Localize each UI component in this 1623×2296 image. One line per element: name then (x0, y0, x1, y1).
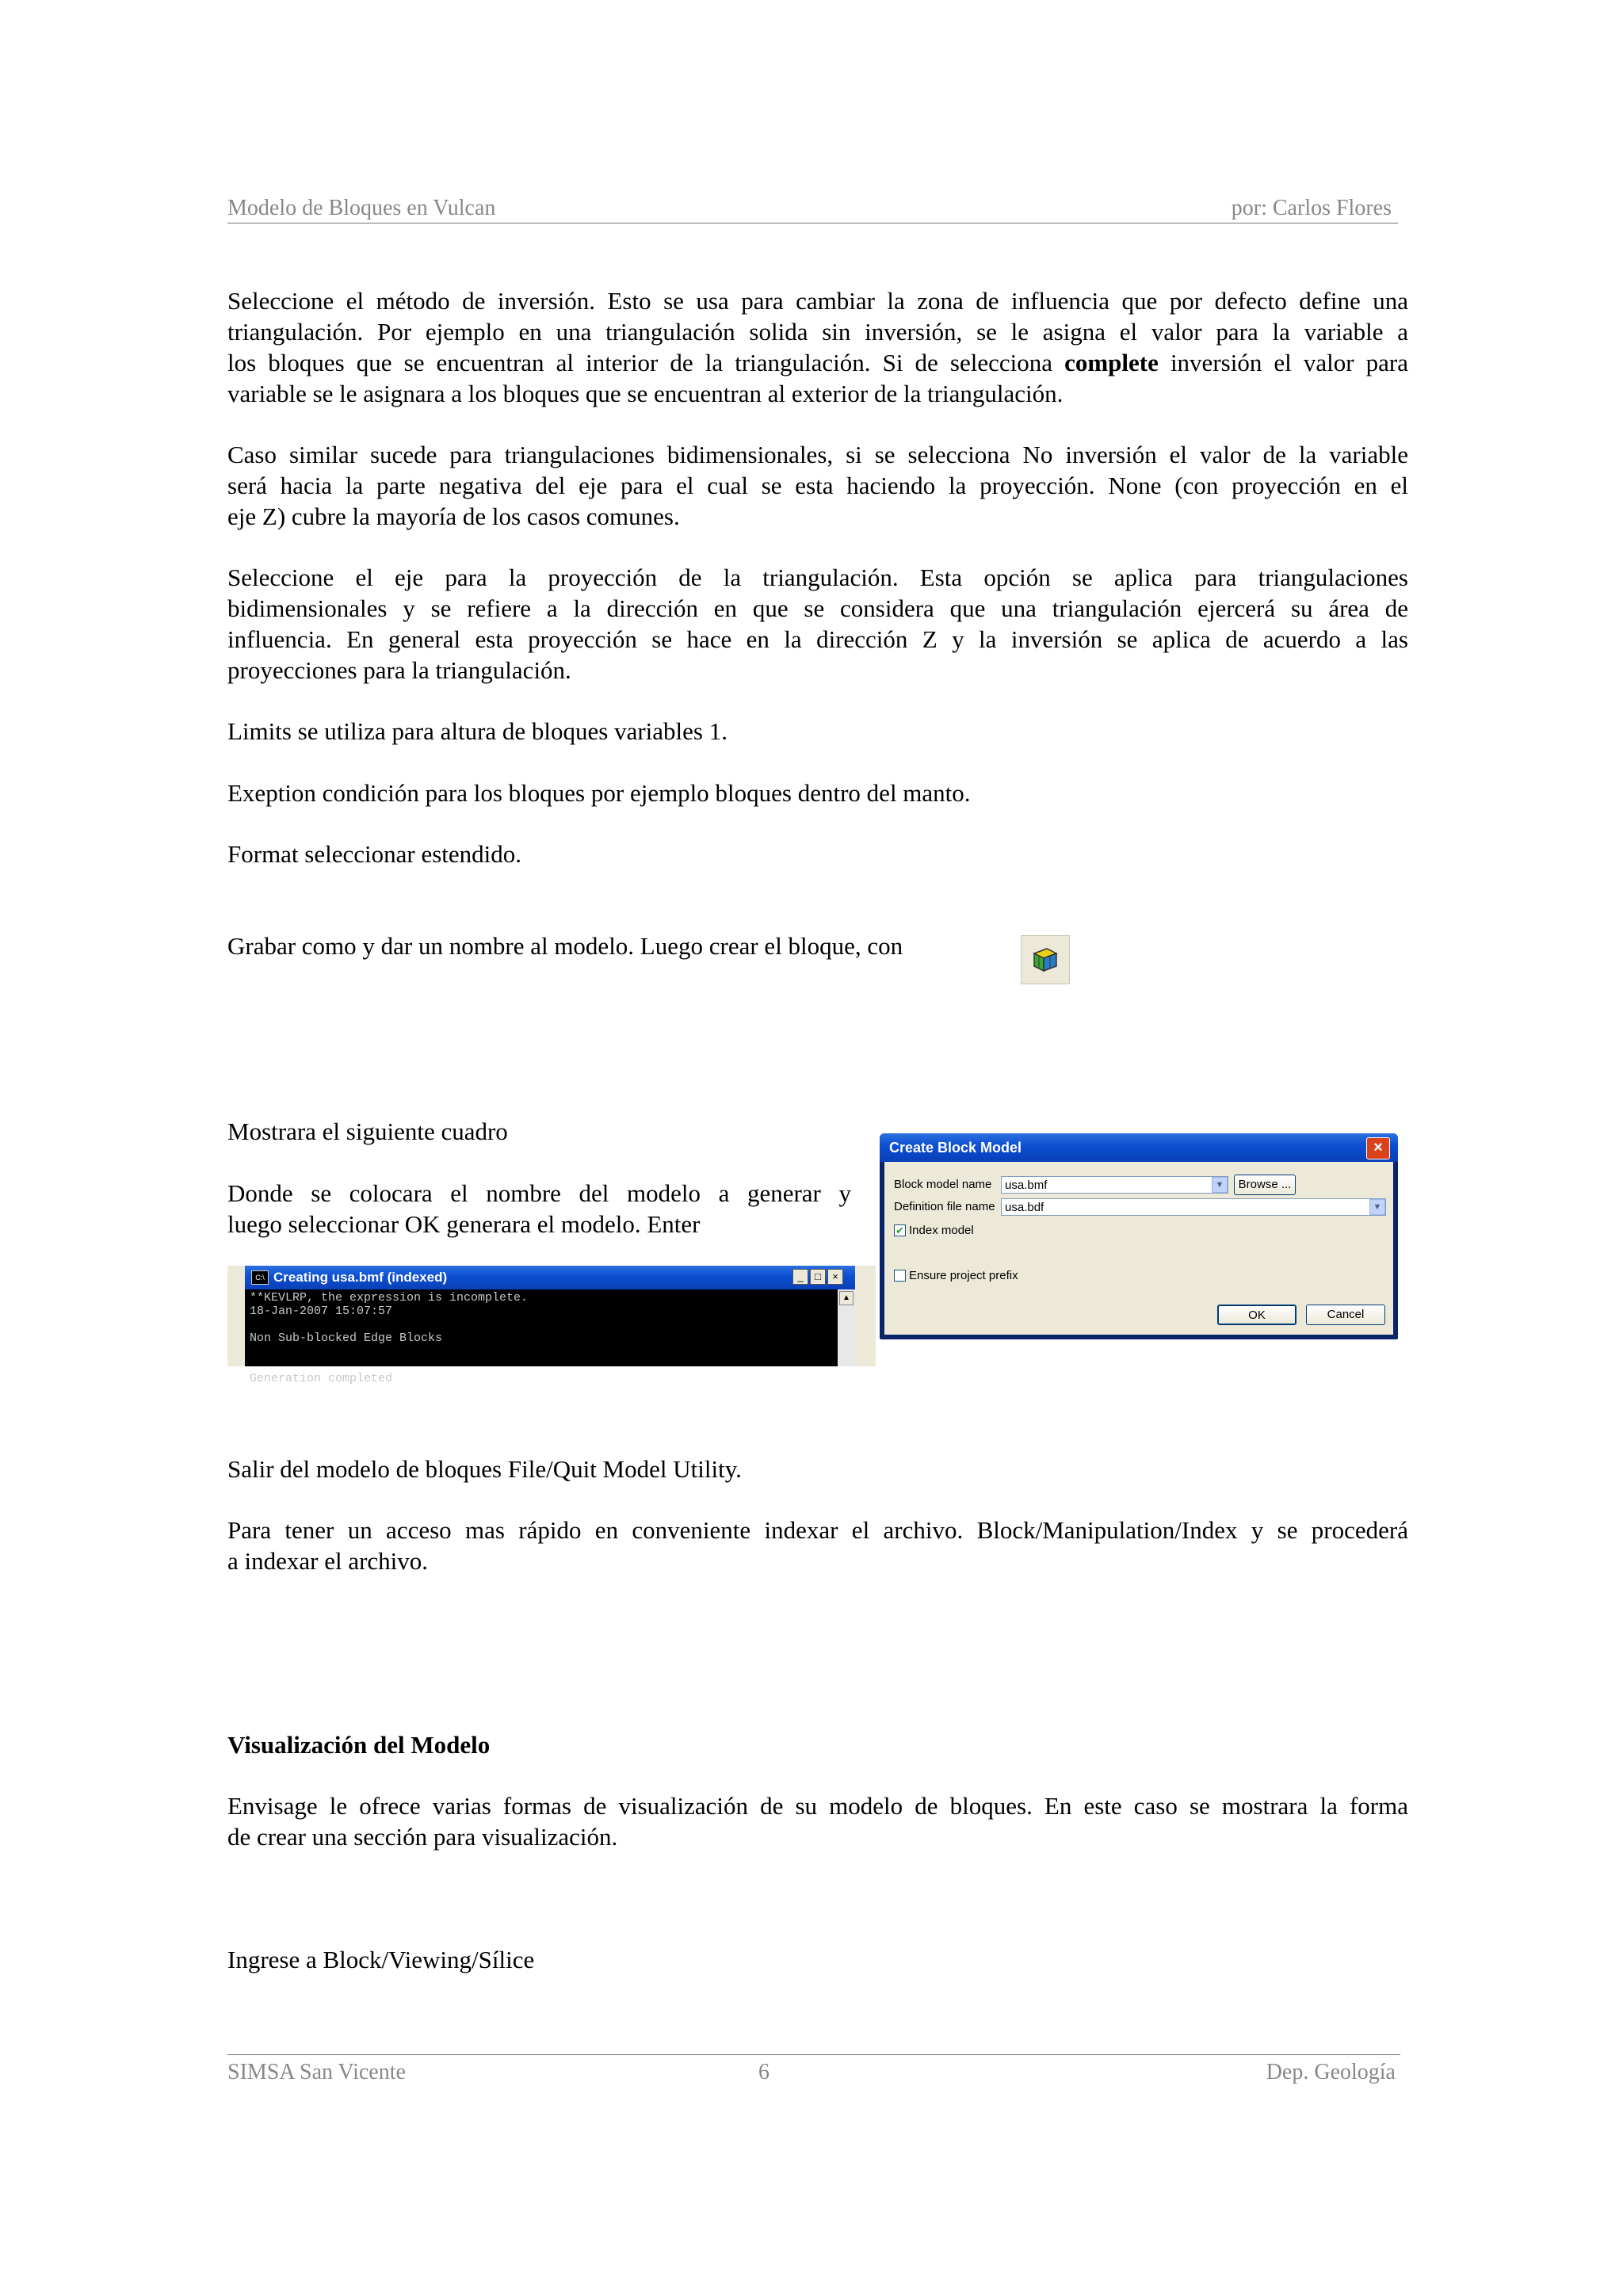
chevron-down-icon[interactable]: ▼ (1212, 1177, 1228, 1193)
paragraph-limits: Limits se utiliza para altura de bloques variables 1. (227, 717, 727, 745)
text-line: triangulación. Por ejemplo en una triangulación solida sin inversión, se le asigna el valor para la variable a (227, 318, 1408, 346)
text-run: los bloques que se encuentran al interior de la triangulación. Si de selecciona (227, 349, 1065, 376)
text-line: a indexar el archivo. (227, 1547, 429, 1575)
dialog-title: Create Block Model (889, 1140, 1022, 1156)
text-line: variable se le asignara a los bloques que se encuentran al exterior de la triangulación. (227, 380, 1064, 407)
section-heading: Visualización del Modelo (227, 1731, 491, 1759)
close-icon: × (832, 1270, 838, 1282)
close-icon: × (1373, 1139, 1383, 1156)
minimize-icon: _ (797, 1270, 804, 1282)
block-model-name-input[interactable] (1001, 1176, 1228, 1194)
paragraph-bidimensional (227, 439, 1408, 532)
cancel-button[interactable]: Cancel (1306, 1305, 1385, 1325)
definition-file-name-label: Definition file name (894, 1200, 995, 1213)
text-line: proyecciones para la triangulación. (227, 656, 571, 684)
text-line: Envisage le ofrece varias formas de visualización de su modelo de bloques. En este caso se mostrara la forma (227, 1792, 1408, 1820)
definition-file-name-value: usa.bdf (1005, 1201, 1044, 1214)
ensure-project-prefix-label: Ensure project prefix (909, 1269, 1018, 1282)
footer-right: Dep. Geología (1266, 2060, 1396, 2084)
index-model-label: Index model (909, 1224, 974, 1237)
text-run: inversión el valor para (1158, 349, 1408, 376)
text-line: Seleccione el método de inversión. Esto se usa para cambiar la zona de influencia que por defecto define una (227, 287, 1408, 315)
console-app-icon: C:\ (251, 1270, 269, 1285)
page-header (227, 194, 1398, 223)
text-line (227, 347, 1408, 378)
footer-left: SIMSA San Vicente (227, 2060, 406, 2084)
block-model-name-label: Block model name (894, 1178, 992, 1191)
dialog-close-button[interactable] (1366, 1137, 1390, 1159)
paragraph-save-as: Grabar como y dar un nombre al modelo. Luego crear el bloque, con (227, 932, 903, 960)
paragraph-show-dialog: Mostrara el siguiente cuadro (227, 1117, 508, 1145)
text-line: influencia. En general esta proyección se hace en la dirección Z y la inversión se aplica de acuerdo a las (227, 625, 1408, 653)
paragraph-index (227, 1515, 1408, 1576)
text-line: eje Z) cubre la mayoría de los casos comunes. (227, 502, 680, 530)
text-line: Seleccione el eje para la proyección de la triangulación. Esta opción se aplica para triangulaciones (227, 563, 1408, 591)
chevron-down-icon[interactable]: ▼ (1369, 1199, 1385, 1215)
create-block-tool-icon[interactable] (1021, 935, 1070, 984)
page-number: 6 (758, 2060, 769, 2084)
text-line: luego seleccionar OK generara el modelo. Enter (227, 1210, 701, 1238)
cube-icon (1026, 941, 1063, 977)
header-right: por: Carlos Flores (1231, 196, 1392, 220)
text-line: Donde se colocara el nombre del modelo a generar y (227, 1179, 851, 1207)
minimize-button[interactable] (792, 1269, 808, 1285)
paragraph-projection-axis (227, 562, 1408, 686)
browse-button[interactable]: Browse ... (1234, 1175, 1296, 1195)
bold-term: complete (1064, 349, 1159, 376)
text-line: Para tener un acceso mas rápido en conveniente indexar el archivo. Block/Manipulation/Index y se procederá (227, 1516, 1408, 1544)
create-block-model-dialog (875, 1127, 1401, 1345)
paragraph-visualization (227, 1790, 1408, 1852)
console-window (227, 1266, 876, 1385)
ok-button[interactable]: OK (1217, 1305, 1296, 1325)
block-model-name-value: usa.bmf (1005, 1179, 1048, 1192)
console-title: Creating usa.bmf (indexed) (273, 1270, 448, 1285)
paragraph-model-name (227, 1178, 851, 1240)
console-close-button[interactable] (827, 1269, 843, 1285)
dialog-client-area (884, 1162, 1393, 1335)
paragraph-format: Format seleccionar estendido. (227, 840, 522, 868)
text-line: Caso similar sucede para triangulaciones bidimensionales, si se selecciona No inversión el valor de la variable (227, 441, 1408, 468)
paragraph-quit-model: Salir del modelo de bloques File/Quit Model Utility. (227, 1455, 742, 1483)
header-left: Modelo de Bloques en Vulcan (227, 196, 496, 220)
ensure-project-prefix-checkbox[interactable] (894, 1270, 906, 1282)
definition-file-name-input[interactable] (1001, 1198, 1386, 1216)
maximize-button[interactable] (810, 1269, 826, 1285)
text-line: será hacia la parte negativa del eje para el cual se esta haciendo la proyección. None (con proyección en el (227, 472, 1408, 499)
scroll-up-icon[interactable]: ▲ (839, 1291, 854, 1305)
maximize-icon: □ (815, 1270, 821, 1282)
paragraph-enter-block-viewing: Ingrese a Block/Viewing/Sílice (227, 1946, 535, 1973)
console-scrollbar[interactable] (838, 1289, 855, 1366)
index-model-checkbox[interactable] (894, 1224, 906, 1236)
text-line: de crear una sección para visualización. (227, 1823, 618, 1851)
checkmark-icon: ✔ (896, 1224, 904, 1236)
paragraph-exception: Exeption condición para los bloques por ejemplo bloques dentro del manto. (227, 779, 971, 807)
text-line: bidimensionales y se refiere a la dirección en que se considera que una triangulación ejercerá su área de (227, 594, 1408, 622)
page-footer (227, 2054, 1400, 2087)
console-output: **KEVLRP, the expression is incomplete. 18-Jan-2007 15:07:57 Non Sub-blocked Edge Blocks Generation completed (245, 1289, 838, 1366)
paragraph-inversion-method (227, 285, 1408, 409)
